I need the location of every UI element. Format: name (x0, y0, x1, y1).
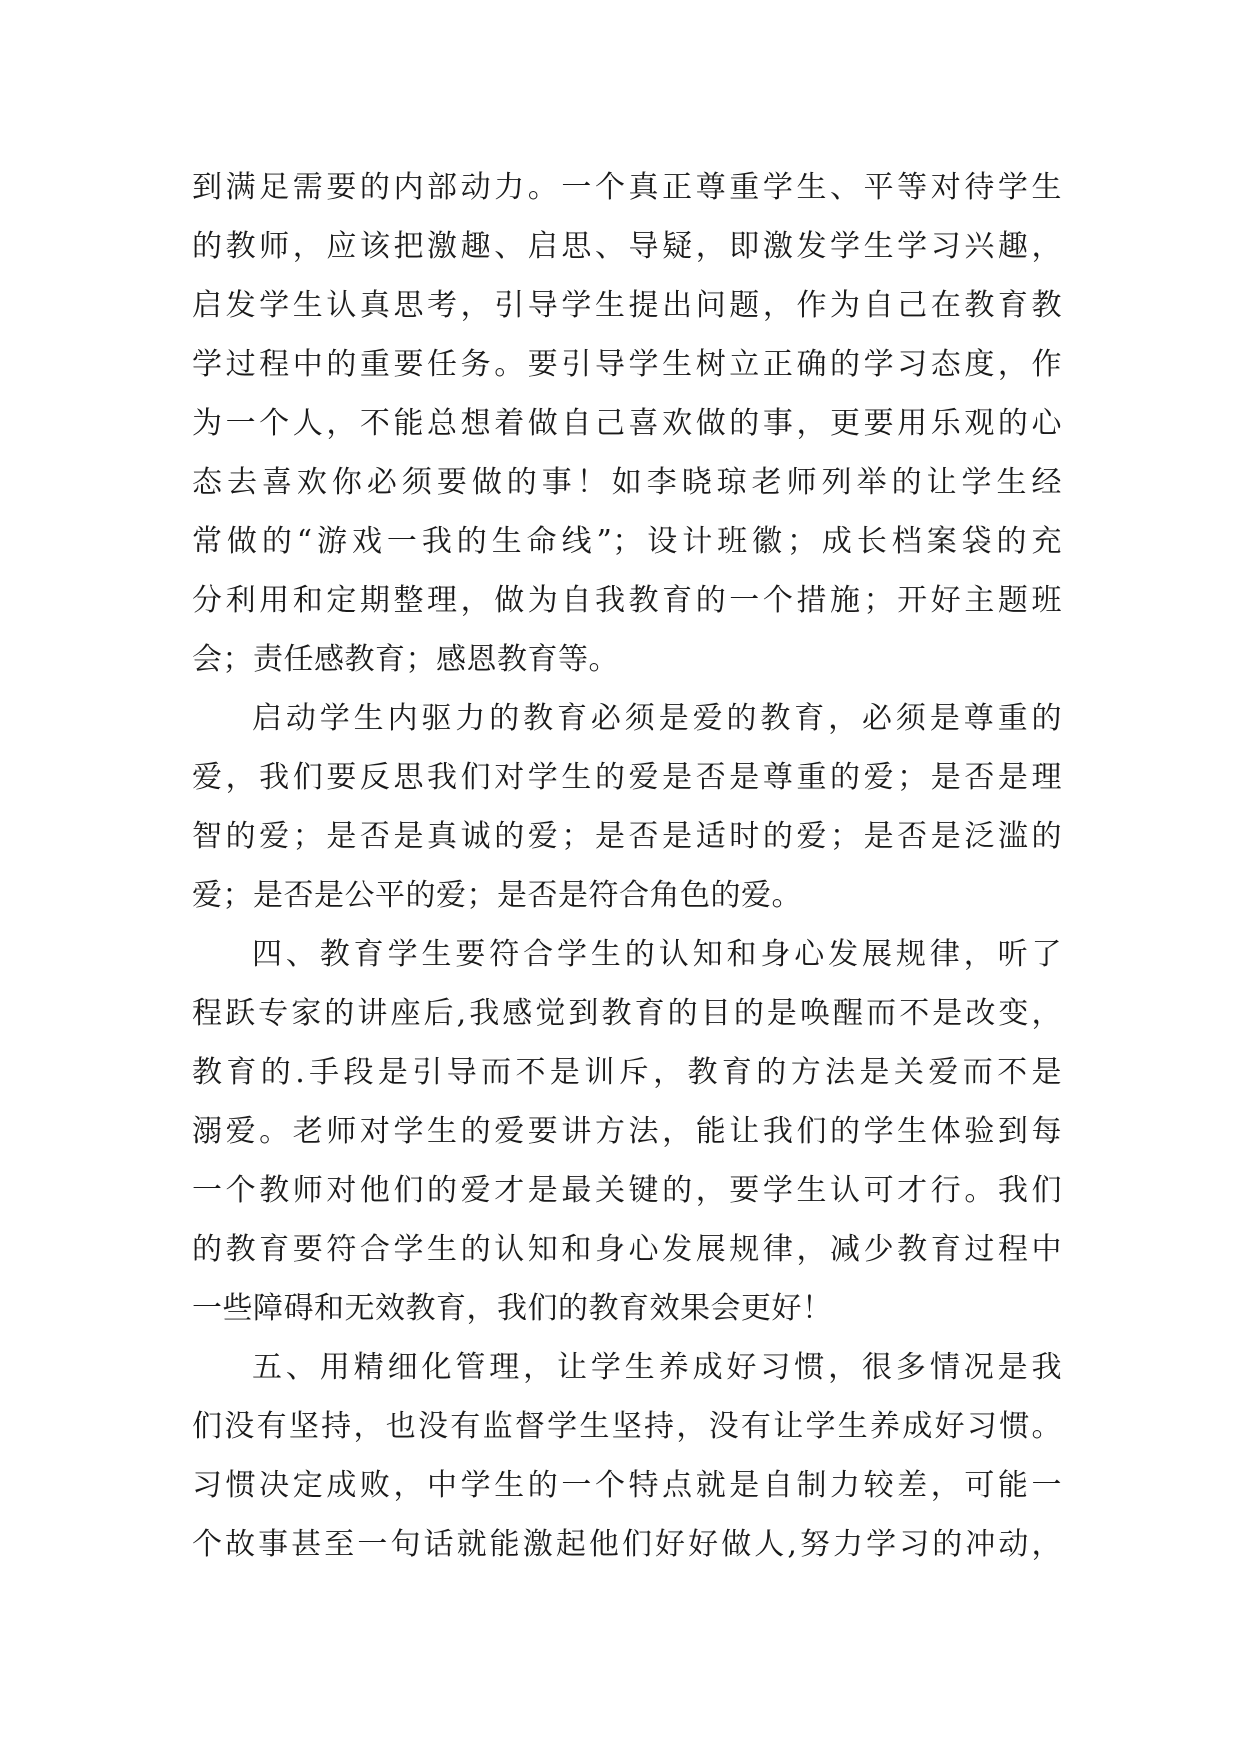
text-line: 智的爱；是否是真诚的爱；是否是适时的爱；是否是泛滥的 (192, 819, 1062, 854)
text-line: 们没有坚持，也没有监督学生坚持，没有让学生养成好习惯。 (192, 1409, 1062, 1444)
paragraph-first-line: 五、用精细化管理，让学生养成好习惯，很多情况是我 (252, 1350, 1062, 1385)
paragraph-first-line: 四、教育学生要符合学生的认知和身心发展规律，听了 (252, 937, 1062, 972)
text-line: 学过程中的重要任务。要引导学生树立正确的学习态度，作 (192, 347, 1062, 382)
text-line: 一个教师对他们的爱才是最关键的，要学生认可才行。我们 (192, 1173, 1062, 1208)
text-line: 程跃专家的讲座后,我感觉到教育的目的是唤醒而不是改变， (192, 996, 1062, 1031)
text-line: 常做的“游戏一我的生命线”；设计班徽；成长档案袋的充 (192, 524, 1062, 559)
text-line: 教育的.手段是引导而不是训斥，教育的方法是关爱而不是 (192, 1055, 1062, 1090)
text-line: 一些障碍和无效教育，我们的教育效果会更好！ (192, 1291, 833, 1326)
text-line: 个故事甚至一句话就能激起他们好好做人,努力学习的冲动， (192, 1527, 1062, 1562)
text-line: 的教师，应该把激趣、启思、导疑，即激发学生学习兴趣， (192, 229, 1062, 264)
text-line: 为一个人，不能总想着做自己喜欢做的事，更要用乐观的心 (192, 406, 1062, 441)
document-body (192, 158, 1062, 1574)
text-line: 的教育要符合学生的认知和身心发展规律，减少教育过程中 (192, 1232, 1062, 1267)
text-line: 爱；是否是公平的爱；是否是符合角色的爱。 (192, 878, 802, 913)
text-line: 到满足需要的内部动力。一个真正尊重学生、平等对待学生 (192, 170, 1062, 205)
text-line: 会；责任感教育；感恩教育等。 (192, 642, 619, 677)
text-line: 分利用和定期整理，做为自我教育的一个措施；开好主题班 (192, 583, 1062, 618)
text-line: 习惯决定成败，中学生的一个特点就是自制力较差，可能一 (192, 1468, 1062, 1503)
text-line: 态去喜欢你必须要做的事！如李晓琼老师列举的让学生经 (192, 465, 1062, 500)
text-line: 溺爱。老师对学生的爱要讲方法，能让我们的学生体验到每 (192, 1114, 1062, 1149)
paragraph-first-line: 启动学生内驱力的教育必须是爱的教育，必须是尊重的 (252, 701, 1062, 736)
text-line: 爱，我们要反思我们对学生的爱是否是尊重的爱；是否是理 (192, 760, 1062, 795)
text-line: 启发学生认真思考，引导学生提出问题，作为自己在教育教 (192, 288, 1062, 323)
